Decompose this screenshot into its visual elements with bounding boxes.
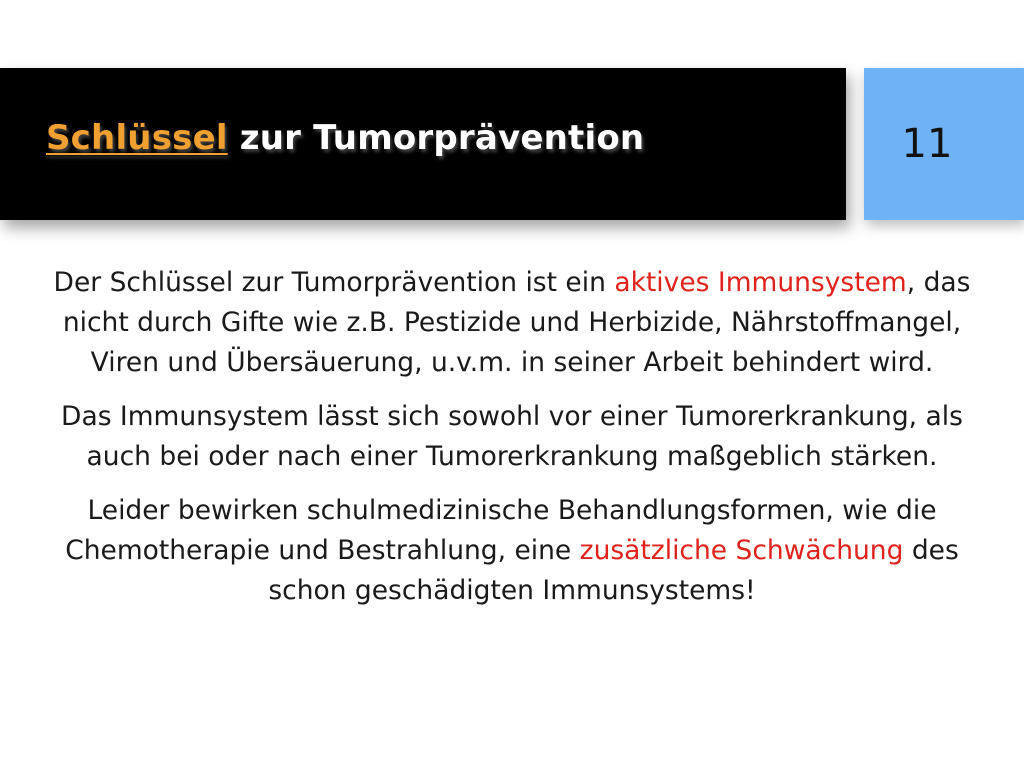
title-rest: zur Tumorprävention	[227, 118, 645, 158]
paragraph-3	[40, 491, 984, 611]
paragraph-1-text-a: Der Schlüssel zur Tumorprävention ist ein	[53, 267, 615, 298]
title-keyword-link[interactable]: Schlüssel	[46, 118, 228, 158]
paragraph-1	[40, 263, 984, 383]
slide-body	[40, 263, 984, 625]
paragraph-1-emphasis: aktives Immunsystem	[614, 267, 907, 298]
slide-number-box	[864, 68, 1024, 220]
paragraph-3-text-a: Leider bewirken schulmedizinische Behandlungsformen, wie die Chemotherapie und Bestrahlung, eine	[65, 495, 937, 566]
slide-title	[46, 118, 644, 158]
paragraph-3-text-b: des schon geschädigten Immunsystems!	[268, 535, 959, 606]
paragraph-1-text-b: , das nicht durch Gifte wie z.B. Pestizide und Herbizide, Nährstoffmangel, Viren und Übersäuerung, u.v.m. in seiner Arbeit behindert wird.	[62, 267, 971, 378]
paragraph-3-emphasis: zusätzliche Schwächung	[579, 535, 904, 566]
paragraph-2	[40, 397, 984, 477]
paragraph-2-text: Das Immunsystem lässt sich sowohl vor einer Tumorerkrankung, als auch bei oder nach einer Tumorerkrankung maßgeblich stärken.	[61, 401, 963, 472]
slide-number: 11	[901, 121, 953, 167]
